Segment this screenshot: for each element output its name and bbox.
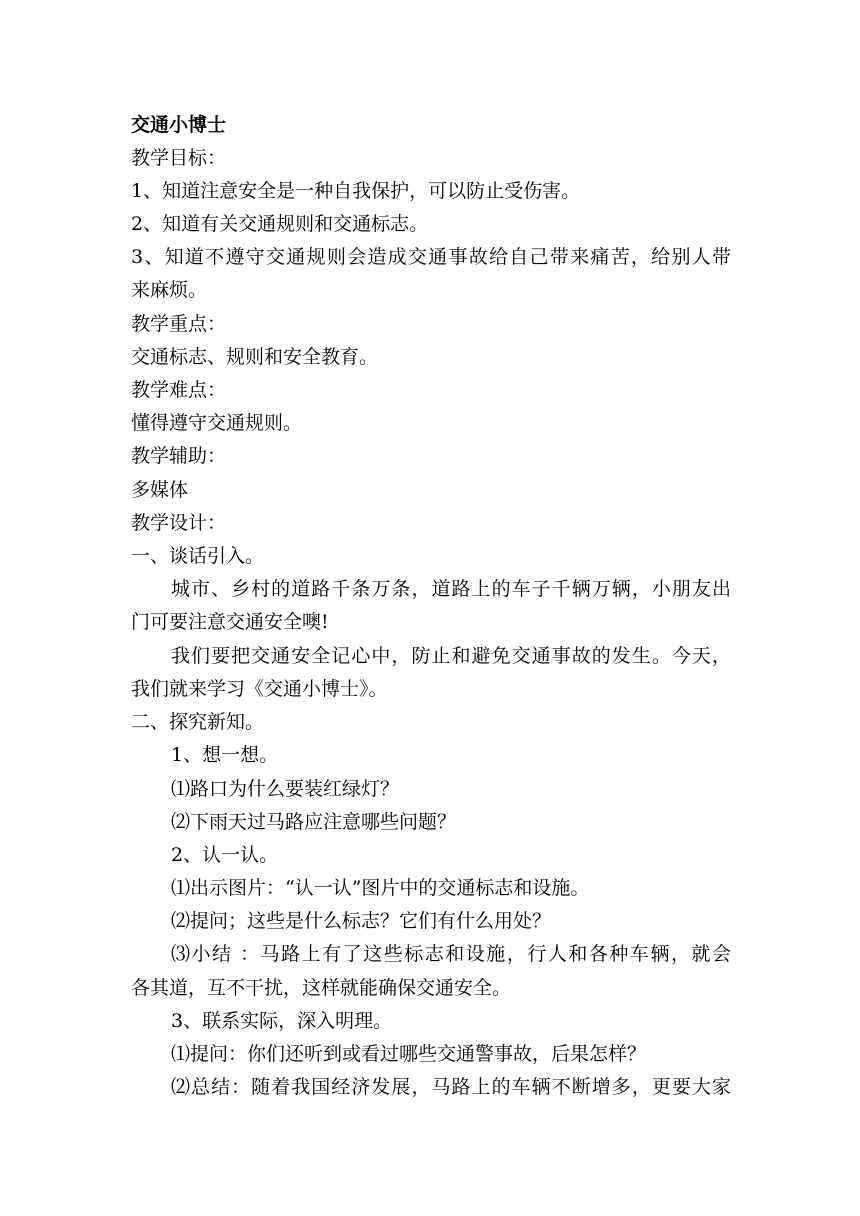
section-heading: 教学重点：	[131, 313, 227, 335]
subsection-heading: 二、探究新知。	[131, 711, 265, 733]
list-item: ⑴提问：你们还听到或看过哪些交通警事故，后果怎样？	[171, 1043, 647, 1065]
objective-item: 3、知道不遵守交通规则会造成交通事故给自己带来痛苦，给别人带	[131, 246, 731, 268]
list-item: ⑵总结：随着我国经济发展，马路上的车辆不断增多，更要大家	[171, 1076, 731, 1098]
paragraph-text: 懂得遵守交通规则。	[131, 412, 303, 434]
section-heading: 教学设计：	[131, 512, 227, 534]
list-item: 2、认一认。	[171, 844, 279, 866]
paragraph-text: 城市、乡村的道路千条万条，道路上的车子千辆万辆，小朋友出	[171, 578, 731, 600]
paragraph-text: 我们就来学习《交通小博士》。	[131, 678, 388, 700]
list-item: ⑵下雨天过马路应注意哪些问题？	[171, 811, 457, 833]
list-item: ⑴路口为什么要装红绿灯？	[171, 778, 400, 800]
section-heading: 教学辅助：	[131, 445, 227, 467]
list-item: ⑴出示图片：“认一认”图片中的交通标志和设施。	[171, 877, 590, 899]
paragraph-text: 多媒体	[131, 479, 189, 501]
list-item: ⑶小结 ：马路上有了这些标志和设施，行人和各种车辆，就会	[171, 943, 731, 965]
subsection-heading: 一、谈话引入。	[131, 545, 265, 567]
list-item: ⑵提问；这些是什么标志？它们有什么用处？	[171, 910, 552, 932]
paragraph-text: 我们要把交通安全记心中，防止和避免交通事故的发生。今天，	[171, 645, 731, 667]
section-heading: 教学目标：	[131, 147, 227, 169]
section-heading: 教学难点：	[131, 379, 227, 401]
list-item: 1、想一想。	[171, 744, 279, 766]
objective-item: 2、知道有关交通规则和交通标志。	[131, 213, 429, 235]
objective-item: 1、知道注意安全是一种自我保护，可以防止受伤害。	[131, 180, 581, 202]
paragraph-text: 门可要注意交通安全噢!	[131, 611, 329, 633]
paragraph-text: 交通标志、规则和安全教育。	[131, 346, 379, 368]
document-title: 交通小博士	[131, 114, 227, 136]
objective-item-continuation: 来麻烦。	[131, 279, 208, 301]
list-item: 3、联系实际，深入明理。	[171, 1010, 393, 1032]
list-item-continuation: 各其道，互不干扰，这样就能确保交通安全。	[131, 977, 512, 999]
